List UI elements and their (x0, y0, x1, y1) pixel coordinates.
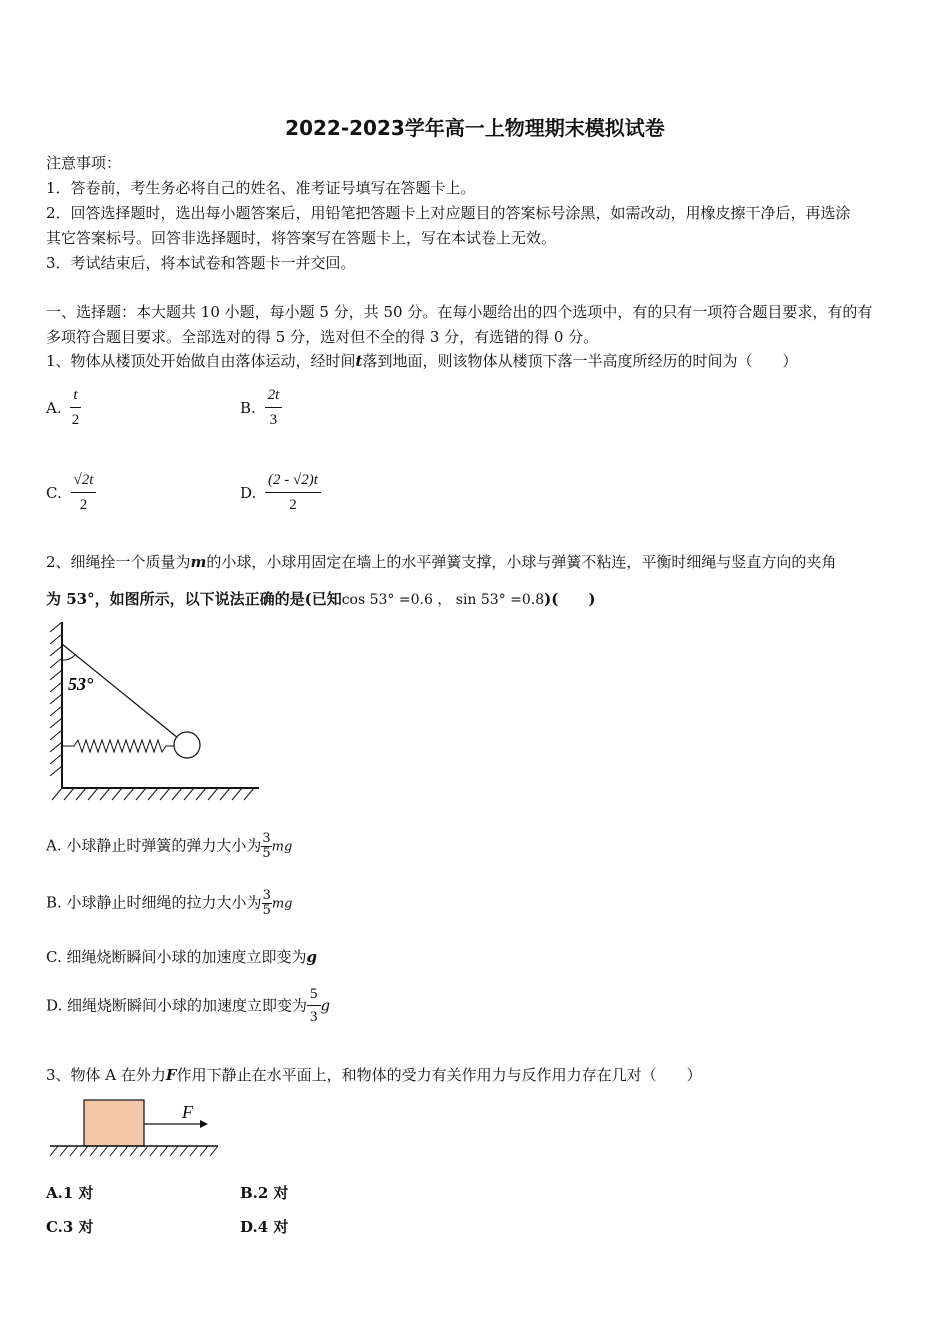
q1-option-a-fraction (70, 385, 80, 430)
q1-option-a-num: t (70, 385, 80, 408)
q2-option-c-text: C. 细绳烧断瞬间小球的加速度立即变为 (46, 948, 307, 966)
notice-item-3: 3．考试结束后，将本试卷和答题卡一并交回。 (46, 254, 356, 272)
q2-stem-line2 (46, 588, 595, 611)
force-label: F (182, 1102, 193, 1122)
q2-stem-line1-b: 的小球，小球用固定在墙上的水平弹簧支撑，小球与弹簧不粘连，平衡时细绳与竖直方向的夹角 (206, 553, 837, 571)
q1-stem (46, 350, 798, 372)
q3-stem-var: F (165, 1066, 177, 1084)
q2-option-a-num: 3 (262, 831, 271, 846)
q1-stem-b: 落到地面，则该物体从楼顶下落一半高度所经历的时间为（ ） (362, 352, 798, 370)
q1-option-c-fraction (71, 470, 97, 515)
q3-stem-a: 3、物体 A 在外力 (46, 1066, 166, 1084)
q3-figure (46, 1096, 226, 1158)
q3-option-c[interactable]: C.3 对 (46, 1218, 94, 1236)
q1-option-b-label: B. (240, 398, 256, 417)
ball (174, 732, 200, 758)
section-intro-line1: 一、选择题：本大题共 10 小题，每小题 5 分，共 50 分。在每小题给出的四个选项中，有的只有一项符合题目要求，有的有 (46, 303, 873, 321)
q2-option-b-tail: mg (271, 896, 293, 912)
q2-figure (44, 620, 264, 805)
q1-option-d-den: 2 (289, 497, 297, 513)
q1-option-b-num: 2t (265, 385, 283, 408)
q2-option-a-tail: mg (271, 839, 293, 855)
q2-stem-m: m (190, 553, 207, 571)
q1-option-c-den: 2 (79, 497, 88, 513)
q3-option-a[interactable]: A.1 对 (46, 1184, 94, 1202)
q1-option-c[interactable] (46, 470, 96, 515)
q2-option-b-fraction (262, 889, 272, 918)
q3-stem-b: 作用下静止在水平面上，和物体的受力有关作用力与反作用力存在几对（ ） (176, 1066, 702, 1084)
angle-label: 53° (68, 674, 94, 694)
spring (62, 740, 174, 752)
notice-heading: 注意事项： (46, 154, 122, 172)
q1-option-c-num: √2t (71, 470, 97, 493)
notice-item-2-cont: 其它答案标号。回答非选择题时，将答案写在答题卡上，写在本试卷上无效。 (46, 229, 557, 247)
q1-option-d-fraction (265, 470, 321, 515)
q2-option-d[interactable] (46, 985, 330, 1026)
block-a (84, 1100, 144, 1146)
ground-hatching (50, 1146, 218, 1156)
q2-option-b-text: B. 小球静止时细绳的拉力大小为 (46, 893, 262, 912)
q2-option-a-fraction (261, 832, 271, 861)
q1-option-d-num: (2 - √2)t (265, 470, 321, 493)
q2-option-c-tail: g (306, 948, 317, 966)
q2-stem-line1 (46, 551, 836, 573)
floor-hatching (52, 788, 259, 800)
angle-arc (62, 655, 75, 660)
q2-stem-trig: cos 53° =0.6 ， sin 53° =0.8 (341, 592, 545, 608)
q2-option-b[interactable] (46, 889, 293, 918)
q2-option-a[interactable] (46, 832, 292, 861)
q1-option-d-label: D. (240, 483, 257, 502)
q2-option-d-fraction (307, 985, 321, 1026)
notice-item-2: 2．回答选择题时，选出每小题答案后，用铅笔把答题卡上对应题目的答案标号涂黑，如需改动，用橡皮擦干净后，再选涂 (46, 204, 851, 222)
q1-option-b-den: 3 (269, 412, 278, 428)
q2-option-d-num: 5 (307, 985, 321, 1006)
q2-option-b-den: 5 (262, 903, 271, 918)
q2-option-d-text: D. 细绳烧断瞬间小球的加速度立即变为 (46, 996, 308, 1015)
q2-option-a-text: A. 小球静止时弹簧的弹力大小为 (46, 836, 262, 855)
section-intro-line2: 多项符合题目要求。全部选对的得 5 分，选对但不全的得 3 分，有选错的得 0 分。 (46, 328, 599, 346)
force-arrow-head (200, 1120, 208, 1128)
page-title: 2022-2023学年高一上物理期末模拟试卷 (285, 116, 665, 140)
q2-option-b-num: 3 (262, 888, 271, 903)
q1-stem-var: t (355, 352, 363, 370)
wall-hatching (50, 622, 62, 788)
notice-item-1: 1．答卷前，考生务必将自己的姓名、准考证号填写在答题卡上。 (46, 179, 476, 197)
q1-stem-a: 1、物体从楼顶处开始做自由落体运动，经时间 (46, 352, 356, 370)
q2-option-d-tail: g (320, 996, 331, 1015)
q1-option-a[interactable] (46, 385, 81, 430)
q1-option-a-label: A. (46, 398, 62, 417)
q3-option-b[interactable]: B.2 对 (240, 1184, 289, 1202)
q2-stem-line1-a: 2、细绳拴一个质量为 (46, 553, 191, 571)
q3-option-d[interactable]: D.4 对 (240, 1218, 289, 1236)
q1-option-c-label: C. (46, 483, 62, 502)
q2-option-a-den: 5 (262, 846, 271, 861)
q2-option-c[interactable] (46, 946, 317, 968)
q3-stem (46, 1064, 702, 1086)
q1-option-b-fraction (265, 385, 283, 430)
q1-option-d[interactable] (240, 470, 321, 515)
q2-stem-line2-a: 为 53°，如图所示，以下说法正确的是(已知 (46, 590, 342, 608)
q2-stem-line2-b: )( ) (544, 590, 596, 608)
q1-option-b[interactable] (240, 385, 282, 430)
q1-option-a-den: 2 (71, 412, 80, 428)
q2-option-d-den: 3 (310, 1009, 318, 1025)
